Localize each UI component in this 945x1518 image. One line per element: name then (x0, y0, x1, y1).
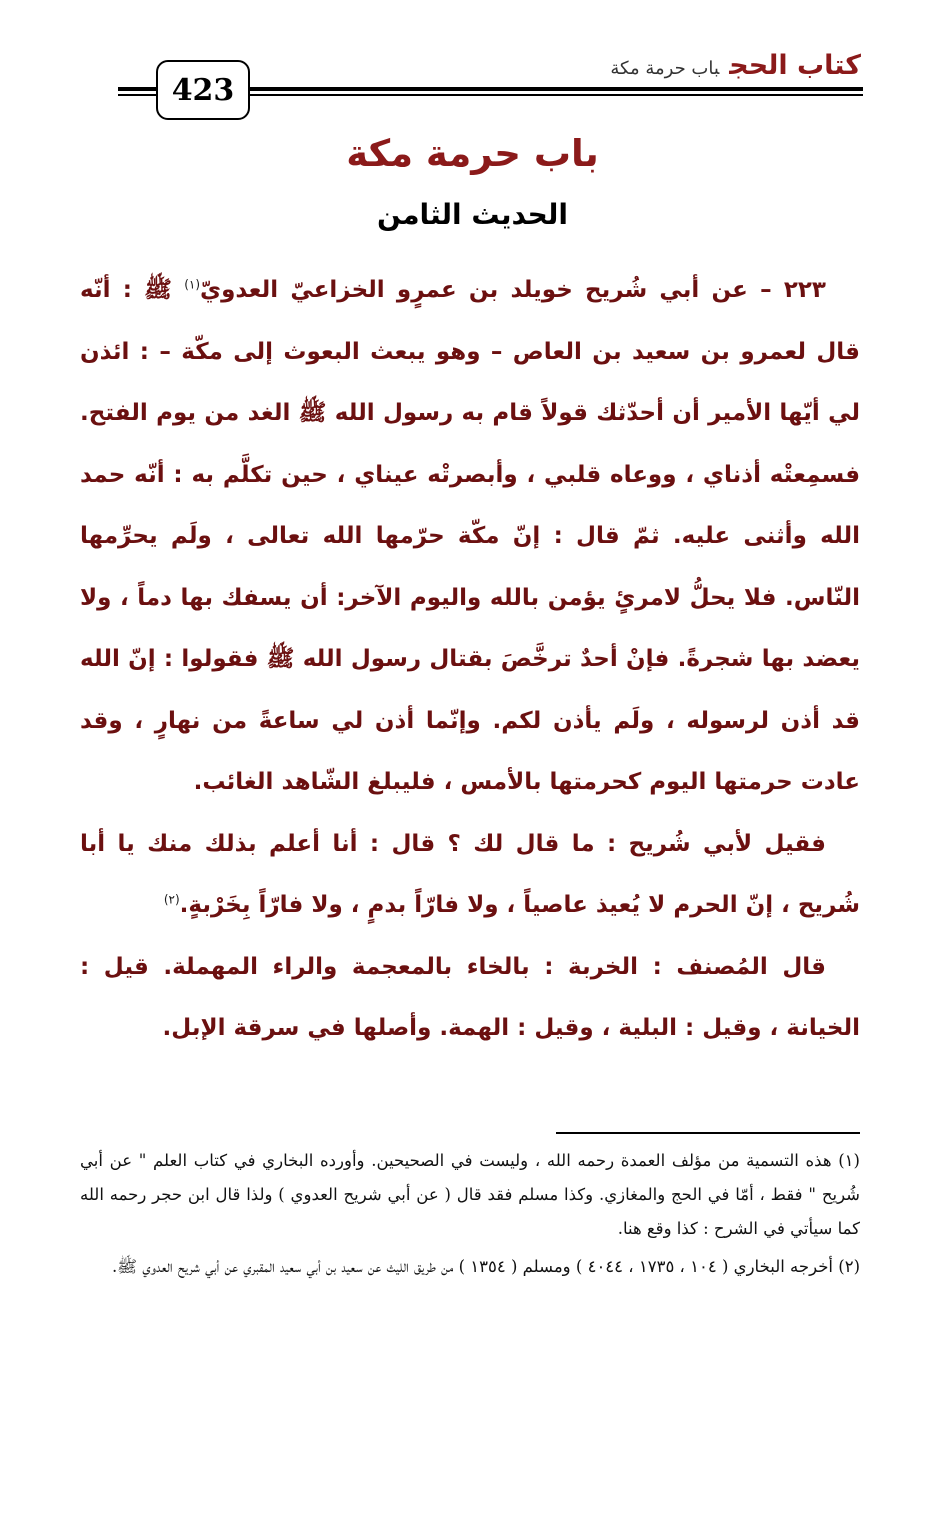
footnote-separator (556, 1132, 860, 1134)
running-header (610, 50, 861, 81)
page-number: 423 (171, 72, 235, 108)
hadith-paragraph-2 (80, 814, 860, 937)
hadith-subtitle: الحديث الثامن (377, 198, 568, 231)
footnote-ref-1[interactable]: (١) (184, 277, 201, 292)
section-title: باب حرمة مكة (346, 132, 599, 175)
footnote-2 (80, 1250, 860, 1284)
page-number-box (156, 60, 250, 120)
footnote-ref-2[interactable]: (٢) (163, 892, 180, 907)
hadith-text: ﷺ : أنّه قال لعمرو بن سعيد بن العاص – وهو يبعث البعوث إلى مكّة – : ائذن لي أيّها الأمير أن أحدّثك قولاً قام به رسول الله ﷺ الغد من يوم الفتح. فسمِعتْه أذناي ، ووعاه قلبي ، وأبصرتْه عيناي ، حين تكلَّم به : أنّه حمد الله وأثنى عليه. ثمّ قال : إنّ مكّة حرّمها الله تعالى ، ولَم يحرِّمها النّاس. فلا يحلُّ لامرئٍ يؤمن بالله واليوم الآخر: أن يسفك بها دماً ، ولا يعضد بها شجرةً. فإنْ أحدٌ ترخَّصَ بقتال رسول الله ﷺ فقولوا : إنّ الله قد أذن لرسوله ، ولَم يأذن لكم. وإنّما أذن لي ساعةً من نهارٍ ، وقد عادت حرمتها اليوم كحرمتها بالأمس ، فليبلغ الشّاهد الغائب. (80, 277, 860, 795)
author-comment-text: قال المُصنف : الخربة : بالخاء بالمعجمة والراء المهملة. قيل : الخيانة ، وقيل : البلية ، وقيل : الهمة. وأصلها في سرقة الإبل. (80, 953, 860, 1041)
footnotes (80, 1144, 860, 1288)
footnote-text: أخرجه البخاري ( ١٠٤ ، ١٧٣٥ ، ٤٠٤٤ ) ومسلم ( ١٣٥٤ ) من طريق الليث عن سعيد بن أبي سعيد المقبري عن أبي شريح العدوي ﷺ. (111, 1257, 833, 1276)
footnote-1 (80, 1144, 860, 1246)
hadith-opening: ٢٢٣ – عن أبي شُريح خويلد بن عمرٍو الخزاعيّ العدويّ (200, 277, 826, 303)
page-header (0, 0, 945, 130)
footnote-number: (٢) (838, 1257, 860, 1276)
author-comment (80, 937, 860, 1060)
footnote-text: هذه التسمية من مؤلف العمدة رحمه الله ، وليست في الصحيحين. وأورده البخاري في كتاب العلم " عن أبي شُريح " فقط ، أمّا في الحج والمغازي. وكذا مسلم فقد قال ( عن أبي شريح العدوي ) ولذا قال ابن حجر رحمه الله كما سيأتي في الشرح : كذا وقع هنا. (80, 1151, 860, 1238)
hadith-body (80, 260, 860, 1060)
footnote-number: (١) (838, 1151, 860, 1170)
book-title: كتاب الحج (729, 50, 861, 81)
hadith-follow-up: فقيل لأبي شُريح : ما قال لك ؟ قال : أنا أعلم بذلك منك يا أبا شُريح ، إنّ الحرم لا يُعيذ عاصياً ، ولا فارّاً بدمٍ ، ولا فارّاً بِخَرْبةٍ. (80, 830, 860, 918)
hadith-paragraph-1 (80, 260, 860, 814)
chapter-title: باب حرمة مكة (610, 58, 720, 79)
